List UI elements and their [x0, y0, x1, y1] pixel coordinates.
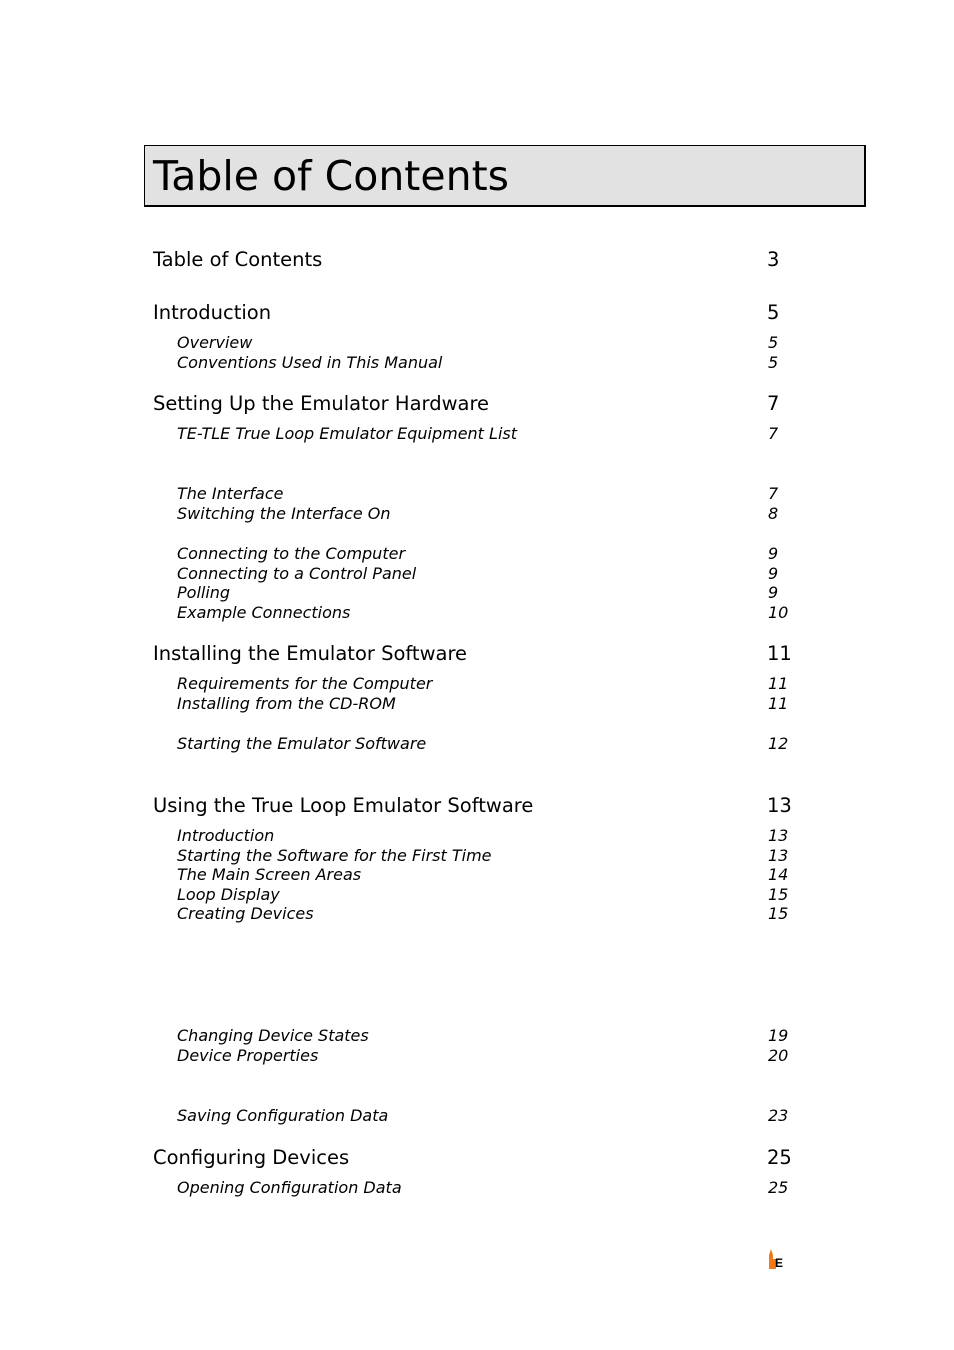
toc-page-number: 11: [768, 674, 789, 693]
toc-page-number: 9: [768, 564, 779, 583]
toc-chapter-title: Setting Up the Emulator Hardware: [153, 392, 490, 415]
toc-page-number: 7: [768, 484, 779, 503]
toc-page-number: 7: [768, 424, 779, 443]
toc-page-number: 5: [767, 301, 780, 324]
toc-section-title: Device Properties: [177, 1046, 319, 1065]
toc-chapter-title: Using the True Loop Emulator Software: [153, 794, 534, 817]
toc-page-number: 11: [767, 642, 792, 665]
toc-section-title: Loop Display: [177, 885, 280, 904]
toc-section-title: Starting the Software for the First Time: [177, 846, 492, 865]
toc-chapter-title: Installing the Emulator Software: [153, 642, 468, 665]
svg-text:E: E: [775, 1256, 784, 1269]
toc-page-number: 13: [768, 846, 789, 865]
toc-page-number: 9: [768, 583, 779, 602]
toc-section-title: Requirements for the Computer: [177, 674, 433, 693]
toc-section-title: Polling: [177, 583, 231, 602]
toc-page-number: 25: [767, 1146, 792, 1169]
toc-page-number: 5: [768, 333, 779, 352]
toc-chapter-title: Table of Contents: [153, 248, 323, 271]
toc-section-title: Opening Configuration Data: [177, 1178, 402, 1197]
toc-page-number: 13: [768, 826, 789, 845]
toc-page-number: 5: [768, 353, 779, 372]
toc-page-number: 20: [768, 1046, 789, 1065]
toc-page-number: 15: [768, 885, 789, 904]
toc-page-number: 15: [768, 904, 789, 923]
title-banner: [144, 145, 866, 207]
toc-page-number: 14: [768, 865, 789, 884]
toc-page-number: 25: [768, 1178, 789, 1197]
toc-page-number: 3: [767, 248, 780, 271]
toc-page-number: 19: [768, 1026, 789, 1045]
company-logo-icon: [767, 1247, 787, 1269]
toc-page-number: 10: [768, 603, 789, 622]
toc-section-title: Connecting to a Control Panel: [177, 564, 417, 583]
toc-section-title: Switching the Interface On: [177, 504, 391, 523]
toc-section-title: Overview: [177, 333, 253, 352]
toc-section-title: Example Connections: [177, 603, 351, 622]
toc-page-number: 7: [767, 392, 780, 415]
toc-page-number: 11: [768, 694, 789, 713]
toc-section-title: Changing Device States: [177, 1026, 369, 1045]
toc-chapter-title: Introduction: [153, 301, 272, 324]
toc-page-number: 9: [768, 544, 779, 563]
toc-section-title: Conventions Used in This Manual: [177, 353, 443, 372]
toc-section-title: The Main Screen Areas: [177, 865, 362, 884]
toc-page-number: 13: [767, 794, 792, 817]
page-title: Table of Contents: [153, 152, 510, 200]
toc-section-title: The Interface: [177, 484, 284, 503]
toc-section-title: Introduction: [177, 826, 275, 845]
toc-section-title: TE-TLE True Loop Emulator Equipment List: [177, 424, 518, 443]
toc-chapter-title: Configuring Devices: [153, 1146, 350, 1169]
toc-page-number: 23: [768, 1106, 789, 1125]
toc-section-title: Installing from the CD-ROM: [177, 694, 396, 713]
toc-section-title: Connecting to the Computer: [177, 544, 406, 563]
toc-section-title: Saving Configuration Data: [177, 1106, 389, 1125]
toc-page-number: 8: [768, 504, 779, 523]
toc-section-title: Creating Devices: [177, 904, 314, 923]
toc-section-title: Starting the Emulator Software: [177, 734, 427, 753]
toc-page-number: 12: [768, 734, 789, 753]
